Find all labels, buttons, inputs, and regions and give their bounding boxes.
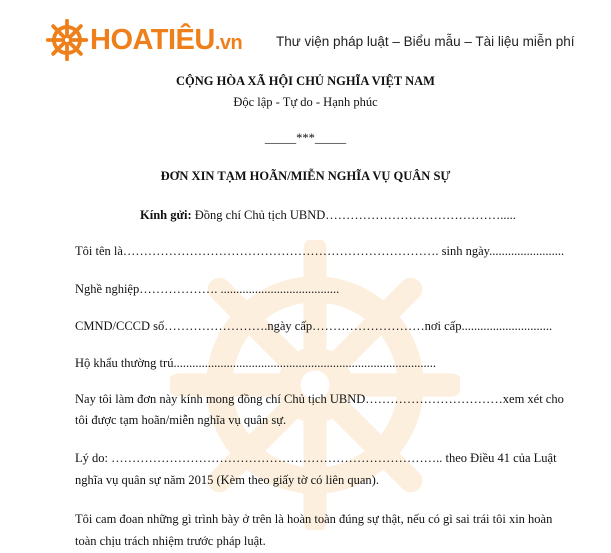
id-line: CMND/CCCD số…………………….ngày cấp………………………nơi cấp............................. [75,319,553,333]
separator: _____***_____ [264,131,347,145]
nation-heading: CỘNG HÒA XÃ HỘI CHỦ NGHĨA VIỆT NAM [176,74,435,88]
motto: Độc lập - Tự do - Hạnh phúc [233,95,378,109]
ship-wheel-icon [46,19,88,61]
site-logo[interactable] [46,19,242,61]
recipient-value: Đồng chí Chủ tịch UBND……………………………………..... [191,208,516,222]
document-title: ĐƠN XIN TẠM HOÃN/MIỄN NGHĨA VỤ QUÂN SỰ [160,169,451,183]
name-line: Tôi tên là…………………………………………………………………. sinh ngày........................ [75,244,565,258]
logo-text: HOATIÊU [90,23,215,56]
commit-line-1: Tôi cam đoan những gì trình bày ở trên là hoàn toàn đúng sự thật, nếu có gì sai trái tôi xin hoàn [75,512,553,526]
commit-line-2: toàn chịu trách nhiệm trước pháp luật. [75,534,266,548]
logo-suffix: .vn [214,31,243,54]
recipient-label: Kính gửi: [140,208,192,222]
logo-wordmark [90,23,243,56]
job-line: Nghề nghiệp………………. ...................................... [75,282,340,296]
reason-line-1: Lý do: …………………………………………………………………….. theo Điều 41 của Luật [75,451,557,465]
request-line-2: tôi được tạm hoãn/miễn nghĩa vụ quân sự. [75,413,287,427]
recipient-line [140,207,516,223]
reason-line-2: nghĩa vụ quân sự năm 2015 (Kèm theo giấy tờ có liên quan). [75,473,379,487]
site-tagline: Thư viện pháp luật – Biểu mẫu – Tài liệu miễn phí [276,34,575,49]
household-line: Hộ khẩu thường trú.................................................................................... [75,356,436,370]
page-header [0,0,611,70]
request-line-1: Nay tôi làm đơn này kính mong đồng chí Chủ tịch UBND……………………………xem xét cho [75,392,564,406]
